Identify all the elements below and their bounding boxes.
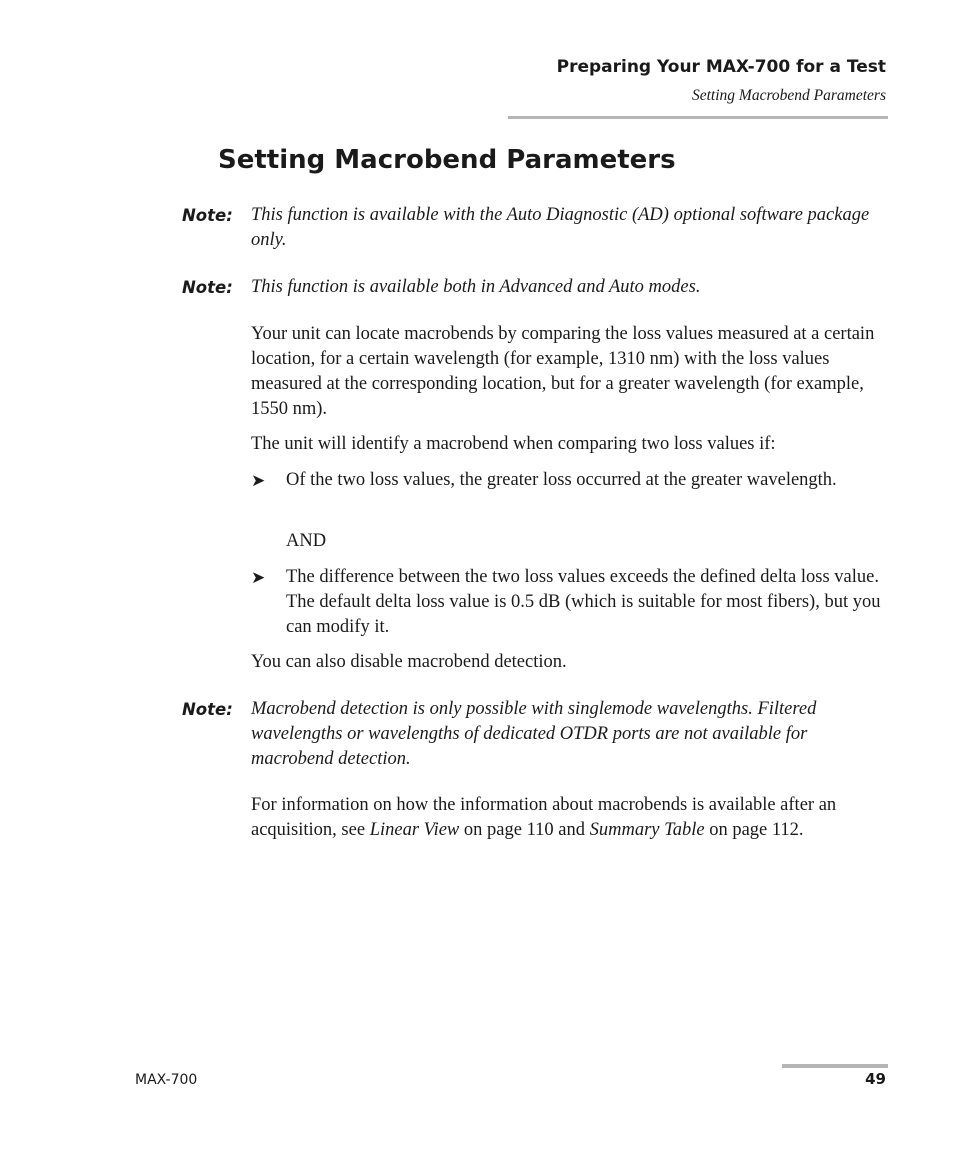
footer-product: MAX-700 — [135, 1072, 198, 1088]
info-text: on page 110 and — [459, 820, 590, 840]
header-section-title: Setting Macrobend Parameters — [692, 87, 886, 104]
disable-paragraph: You can also disable macrobend detection. — [251, 652, 567, 672]
footer-rule — [782, 1064, 888, 1068]
info-text: on page 112. — [704, 820, 804, 840]
note-text: Macrobend detection is only possible with singlemode wavelengths. Filtered wavelengths or wavelengths of dedicated OTDR ports are not available for macrobend detection. — [251, 699, 817, 769]
identify-paragraph: The unit will identify a macrobend when comparing two loss values if: — [251, 434, 776, 454]
link-linear-view[interactable]: Linear View — [369, 820, 460, 840]
bullet-item: Of the two loss values, the greater loss occurred at the greater wavelength. — [286, 470, 837, 490]
header-rule — [508, 116, 888, 119]
note-text: This function is available with the Auto Diagnostic (AD) optional software package only. — [251, 205, 870, 250]
note-label: Note: — [182, 278, 233, 297]
info-paragraph — [251, 793, 891, 843]
note-label: Note: — [182, 700, 233, 719]
info-text: For information on how the information about macrobends is available after an acquisition, see — [251, 795, 837, 840]
bullet-item: The difference between the two loss values exceeds the defined delta loss value. The default delta loss value is 0.5 dB (which is suitable for most fibers), but you can modify it. — [286, 567, 881, 637]
bullet-arrow-icon: ➤ — [251, 471, 266, 490]
intro-paragraph: Your unit can locate macrobends by comparing the loss values measured at a certain location, for a certain wavelength (for example, 1310 nm) with the loss values measured at the corresponding location, but for a greater wavelength (for example, 1550 nm). — [251, 324, 875, 419]
bullet-arrow-icon: ➤ — [251, 568, 266, 587]
link-summary-table[interactable]: Summary Table — [589, 820, 705, 840]
note-label: Note: — [182, 206, 233, 225]
page-number: 49 — [865, 1070, 886, 1088]
and-connector: AND — [286, 531, 327, 551]
header-chapter-title: Preparing Your MAX-700 for a Test — [556, 57, 886, 77]
page-title: Setting Macrobend Parameters — [218, 145, 676, 175]
note-text: This function is available both in Advanced and Auto modes. — [251, 277, 701, 297]
